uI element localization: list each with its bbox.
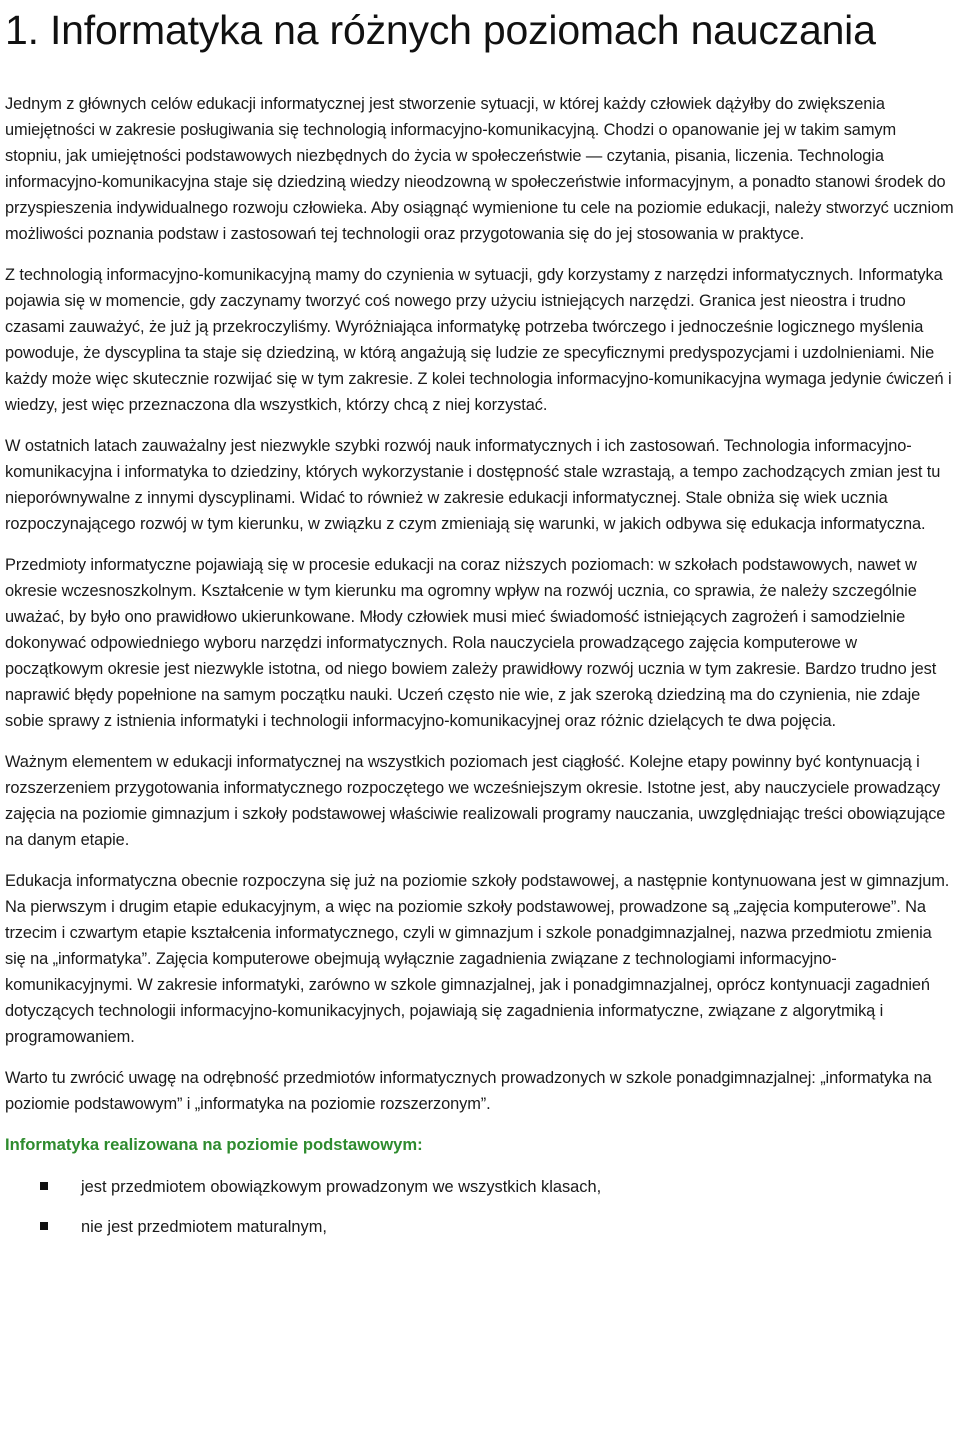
paragraph-2: Z technologią informacyjno-komunikacyjną mamy do czynienia w sytuacji, gdy korzystamy z narzędzi informatycznych. Informatyka pojawia się w momencie, gdy zaczynamy tworzyć coś nowego przy użyciu istniejących narzędzi. Granica jest nieostra i trudno czasami zauważyć, że już ją przekroczyliśmy. Wyróżniająca informatykę potrzeba twórczego i jednocześnie logicznego myślenia powoduje, że dyscyplina ta staje się dziedziną, w którą angażują się ludzie ze specyficznymi predyspozycjami i uzdolnieniami. Nie każdy może więc skutecznie rozwijać się w tym zakresie. Z kolei technologia informacyjno-komunikacyjna wymaga jedynie ćwiczeń i wiedzy, jest więc przeznaczona dla wszystkich, którzy chcą z niej korzystać. [5,266,952,414]
title-spacer [5,61,956,91]
square-bullet-icon [40,1182,48,1190]
paragraph-4: Przedmioty informatyczne pojawiają się w procesie edukacji na coraz niższych poziomach: w szkołach podstawowych, nawet w okresie wczesnoszkolnym. Kształcenie w tym kierunku ma ogromny wpływ na rozwój ucznia, co sprawia, że należy szczególnie uważać, by było ono prawidłowo ukierunkowane. Młody człowiek musi mieć świadomość istniejących zagrożeń i samodzielnie dokonywać odpowiedniego wyboru narzędzi informatycznych. Rola nauczyciela prowadzącego zajęcia komputerowe w początkowym okresie jest niezwykle istotna, od niego bowiem zależy prawidłowy rozwój ucznia w tym zakresie. Bardzo trudno jest naprawić błędy popełnione na samym początku nauki. Uczeń często nie wie, z jak szeroką dziedziną ma do czynienia, nie zdaje sobie sprawy z istnienia informatyki i technologii informacyjno-komunikacyjnej oraz różnic dzielących te dwa pojęcia. [5,556,937,730]
list-item [5,1174,956,1200]
paragraph-3: W ostatnich latach zauważalny jest niezwykle szybki rozwój nauk informatycznych i ich zastosowań. Technologia informacyjno-komunikacyjna i informatyka to dziedziny, których wykorzystanie i dostępność stale wzrastają, a tempo zachodzących zmian jest tu nieporównywalne z innymi dyscyplinami. Widać to również w zakresie edukacji informatycznej. Stale obniża się wiek ucznia rozpoczynającego rozwój w tym kierunku, w związku z czym zmieniają się warunki, w jakich odbywa się edukacja informatyczna. [5,437,941,533]
list-item-text: nie jest przedmiotem maturalnym, [81,1218,327,1236]
bullet-list [5,1174,956,1240]
page-title: 1. Informatyka na różnych poziomach nauczania [5,7,876,53]
paragraph-7: Warto tu zwrócić uwagę na odrębność przedmiotów informatycznych prowadzonych w szkole ponadgimnazjalnej: „informatyka na poziomie podstawowym” i „informatyka na poziomie rozszerzonym”. [5,1069,932,1113]
paragraph-5: Ważnym elementem w edukacji informatycznej na wszystkich poziomach jest ciągłość. Kolejne etapy powinny być kontynuacją i rozszerzeniem przygotowania informatycznego rozpoczętego we wcześniejszym okresie. Istotne jest, aby nauczyciele prowadzący zajęcia na poziomie gimnazjum i szkoły podstawowej właściwie realizowali programy nauczania, uwzględniając treści obowiązujące na danym etapie. [5,753,946,849]
paragraph-1: Jednym z głównych celów edukacji informatycznej jest stworzenie sytuacji, w której każdy człowiek dążyłby do zwiększenia umiejętności w zakresie posługiwania się technologią informacyjno-komunikacyjną. Chodzi o opanowanie jej w takim samym stopniu, jak umiejętności podstawowych niezbędnych do życia w społeczeństwie — czytania, pisania, liczenia. Technologia informacyjno-komunikacyjna staje się dziedziną wiedzy nieodzowną w społeczeństwie informacyjnym, a ponadto stanowi środek do przyspieszenia indywidualnego rozwoju człowieka. Aby osiągnąć wymienione tu cele na poziomie edukacji, należy stworzyć uczniom możliwości poznania podstaw i zastosowań tej technologii oraz przygotowania się do jej stosowania w praktyce. [5,95,954,243]
list-item-text: jest przedmiotem obowiązkowym prowadzonym we wszystkich klasach, [81,1178,602,1196]
section-subheading: Informatyka realizowana na poziomie podstawowym: [5,1135,423,1154]
square-bullet-icon [40,1222,48,1230]
list-item [5,1214,956,1240]
paragraph-6: Edukacja informatyczna obecnie rozpoczyna się już na poziomie szkoły podstawowej, a następnie kontynuowana jest w gimnazjum. Na pierwszym i drugim etapie edukacyjnym, a więc na poziomie szkoły podstawowej, prowadzone są „zajęcia komputerowe”. Na trzecim i czwartym etapie kształcenia informatycznego, czyli w gimnazjum i szkole ponadgimnazjalnej, nazwa przedmiotu zmienia się na „informatyka”. Zajęcia komputerowe obejmują wyłącznie zagadnienia związane z technologiami informacyjno-komunikacyjnymi. W zakresie informatyki, zarówno w szkole gimnazjalnej, jak i ponadgimnazjalnej, oprócz kontynuacji zagadnień dotyczących technologii informacyjno-komunikacyjnych, pojawiają się zagadnienia informatyczne, związane z algorytmiką i programowaniem. [5,872,950,1046]
